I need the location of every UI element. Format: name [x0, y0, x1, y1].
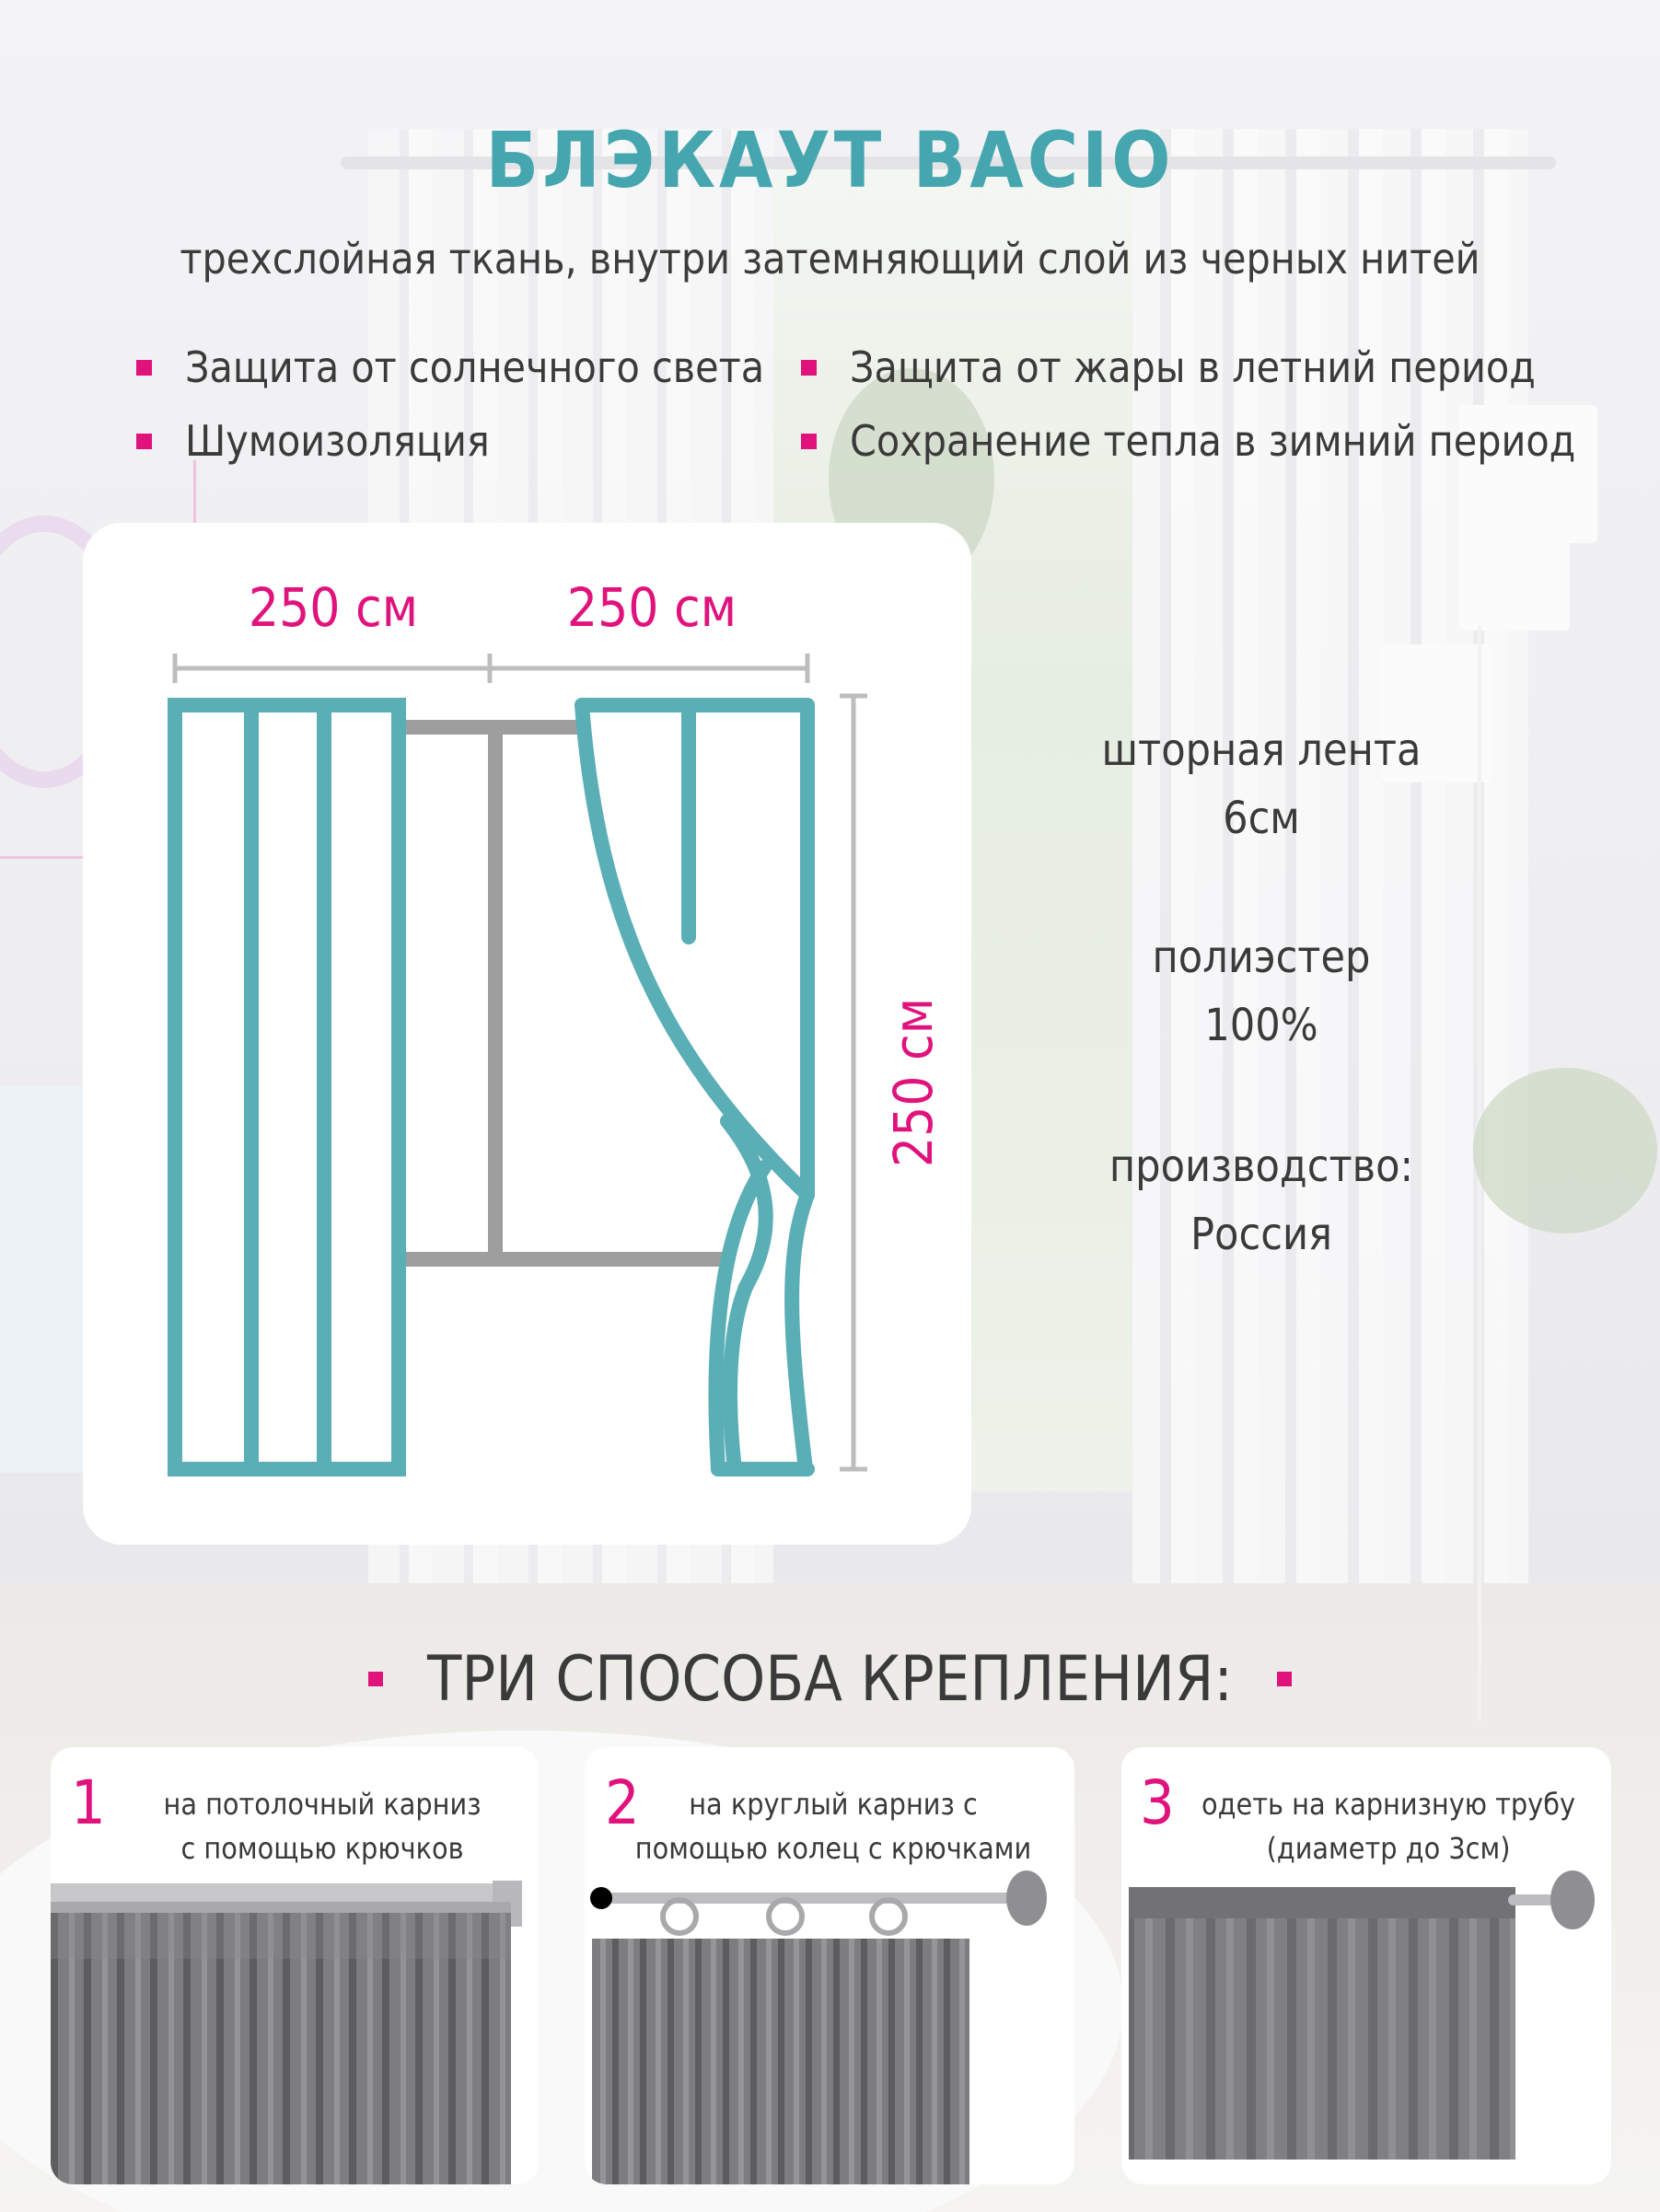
- mounting-title-text: ТРИ СПОСОБА КРЕПЛЕНИЯ:: [427, 1642, 1233, 1716]
- spec-value: Россия: [1190, 1209, 1332, 1260]
- width-right-label: 250 см: [566, 576, 737, 639]
- bullet-icon: [136, 434, 152, 449]
- lamp-shade-icon: [1459, 511, 1570, 631]
- rod-pocket-icon: [1121, 1747, 1611, 2184]
- ceiling-rail-icon: [51, 1747, 539, 2184]
- option-line: (диаметр до 3см): [1266, 1831, 1511, 1866]
- bullet-icon: [136, 360, 152, 376]
- curtain-dimensions-diagram: [83, 523, 971, 1545]
- mounting-option-2: [585, 1747, 1074, 2184]
- page-subtitle: трехслойная ткань, внутри затемняющий слой из черных нитей: [180, 234, 1480, 284]
- option-number: 3: [1140, 1767, 1175, 1838]
- spec-label: производство:: [1109, 1141, 1414, 1192]
- option-line: одеть на карнизную трубу: [1201, 1787, 1575, 1822]
- window-frame-icon: [403, 727, 727, 1259]
- bullet-icon: [801, 360, 817, 376]
- option-number: 1: [71, 1767, 106, 1838]
- width-left-label: 250 см: [248, 576, 419, 639]
- right-curtain-icon: [582, 705, 807, 1469]
- plant-icon: [1473, 1068, 1657, 1233]
- spec-value: 6см: [1223, 793, 1300, 844]
- option-line: на круглый карниз с: [689, 1787, 978, 1822]
- feature-label: Шумоизоляция: [185, 416, 490, 466]
- mounting-option-3: [1121, 1747, 1611, 2184]
- height-dimension-line: [840, 696, 867, 1469]
- spec-label: шторная лента: [1101, 724, 1422, 776]
- bullet-icon: [368, 1672, 383, 1686]
- page-title: БЛЭКАУТ BACIO: [485, 115, 1175, 205]
- mounting-section-title: [0, 1629, 1660, 1716]
- round-rod-rings-icon: [585, 1747, 1074, 2184]
- bullet-icon: [801, 434, 817, 449]
- bullet-icon: [1277, 1672, 1292, 1686]
- height-label: 250 см: [882, 997, 945, 1168]
- feature-item: [136, 342, 764, 392]
- dimensions-diagram-card: [83, 523, 971, 1545]
- option-line: с помощью крючков: [180, 1831, 464, 1866]
- mounting-option-1: [51, 1747, 539, 2184]
- spec-tape: [1040, 716, 1482, 852]
- feature-item: [801, 342, 1536, 392]
- option-number: 2: [605, 1767, 640, 1838]
- spec-origin: [1040, 1132, 1482, 1268]
- spec-value: 100%: [1204, 1000, 1318, 1051]
- feature-item: [136, 416, 490, 466]
- feature-item: [801, 416, 1575, 466]
- feature-label: Сохранение тепла в зимний период: [850, 416, 1576, 466]
- width-dimension-lines: [175, 654, 807, 683]
- feature-label: Защита от солнечного света: [185, 342, 765, 392]
- feature-label: Защита от жары в летний период: [850, 342, 1536, 392]
- spec-label: полиэстер: [1152, 932, 1371, 983]
- left-curtain-icon: [175, 705, 399, 1469]
- spec-material: [1040, 923, 1482, 1060]
- option-line: на потолочный карниз: [163, 1787, 482, 1822]
- option-line: помощью колец с крючками: [634, 1831, 1032, 1866]
